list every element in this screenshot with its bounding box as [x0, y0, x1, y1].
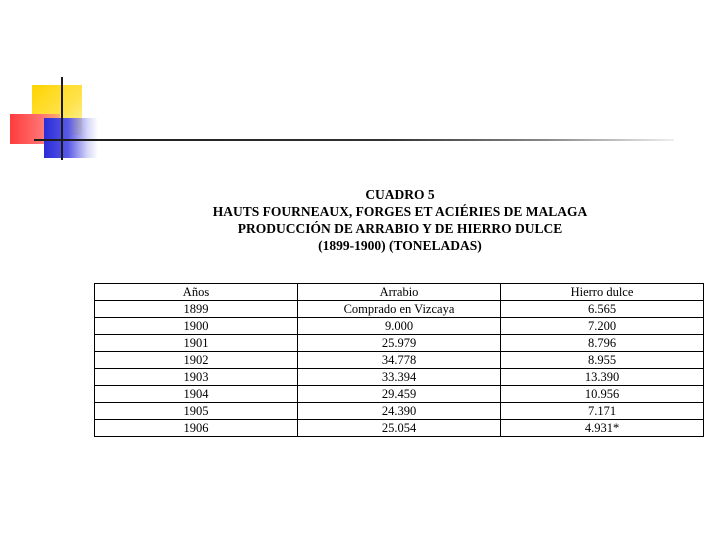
cell-year: 1906 — [95, 420, 298, 437]
cell-year: 1900 — [95, 318, 298, 335]
production-table — [94, 283, 704, 437]
cell-hierro-dulce: 7.200 — [501, 318, 704, 335]
cell-year: 1903 — [95, 369, 298, 386]
cell-year: 1904 — [95, 386, 298, 403]
header-arrabio: Arrabio — [298, 284, 501, 301]
cell-arrabio: 9.000 — [298, 318, 501, 335]
table-row — [95, 335, 704, 352]
cell-hierro-dulce: 8.796 — [501, 335, 704, 352]
cell-arrabio: 25.979 — [298, 335, 501, 352]
blue-square-ornament — [44, 118, 98, 158]
cell-year: 1899 — [95, 301, 298, 318]
cell-hierro-dulce: 8.955 — [501, 352, 704, 369]
cell-hierro-dulce: 4.931* — [501, 420, 704, 437]
cell-hierro-dulce: 13.390 — [501, 369, 704, 386]
vertical-rule — [61, 77, 63, 160]
cell-hierro-dulce: 6.565 — [501, 301, 704, 318]
table-title — [180, 186, 620, 254]
table-row — [95, 318, 704, 335]
cell-arrabio: 34.778 — [298, 352, 501, 369]
header-years: Años — [95, 284, 298, 301]
horizontal-rule — [34, 139, 674, 141]
cell-arrabio: 24.390 — [298, 403, 501, 420]
table-row — [95, 352, 704, 369]
table-header-row — [95, 284, 704, 301]
title-line-2: HAUTS FOURNEAUX, FORGES ET ACIÉRIES DE MALAGA — [212, 204, 588, 219]
table-row — [95, 386, 704, 403]
table-row — [95, 369, 704, 386]
title-line-1: CUADRO 5 — [365, 187, 435, 202]
title-line-4: (1899-1900) (TONELADAS) — [318, 238, 482, 253]
table-row — [95, 403, 704, 420]
cell-hierro-dulce: 7.171 — [501, 403, 704, 420]
cell-arrabio: Comprado en Vizcaya — [298, 301, 501, 318]
title-line-3: PRODUCCIÓN DE ARRABIO Y DE HIERRO DULCE — [237, 221, 563, 236]
table-row — [95, 420, 704, 437]
cell-year: 1901 — [95, 335, 298, 352]
cell-hierro-dulce: 10.956 — [501, 386, 704, 403]
cell-arrabio: 29.459 — [298, 386, 501, 403]
table-row — [95, 301, 704, 318]
header-hierro-dulce: Hierro dulce — [501, 284, 704, 301]
cell-arrabio: 25.054 — [298, 420, 501, 437]
cell-arrabio: 33.394 — [298, 369, 501, 386]
slide-decoration — [0, 0, 720, 170]
cell-year: 1902 — [95, 352, 298, 369]
cell-year: 1905 — [95, 403, 298, 420]
